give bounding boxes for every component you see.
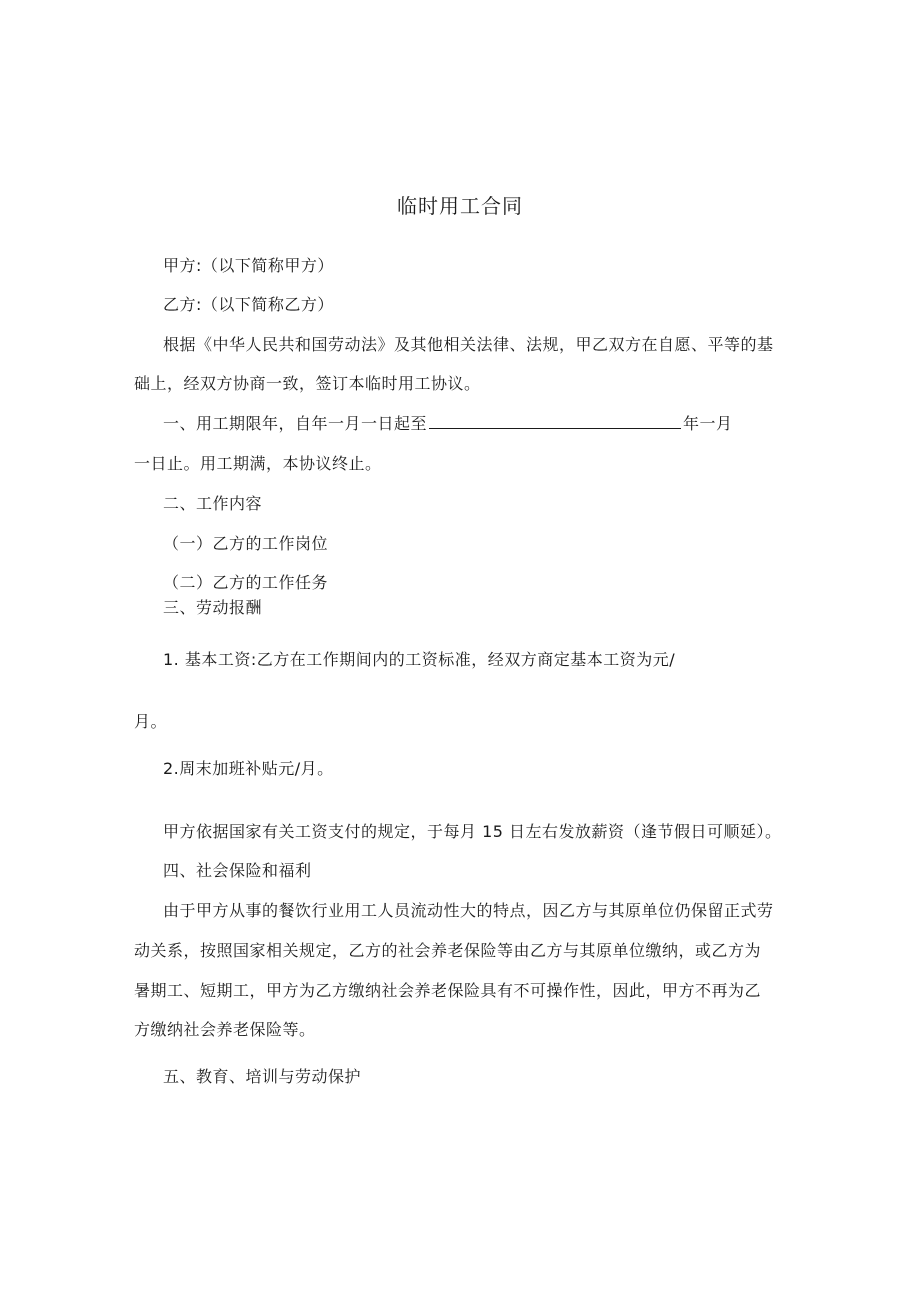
section4-line-1: 由于甲方从事的餐饮行业用工人员流动性大的特点，因乙方与其原单位仍保留正式劳 [163, 901, 774, 920]
section3-item-1-line-1: 1. 基本工资:乙方在工作期间内的工资标准，经双方商定基本工资为元/ [163, 650, 676, 669]
intro-line-2: 础上，经双方协商一致，签订本临时用工协议。 [134, 374, 481, 393]
section3-item-1-line-2: 月。 [134, 712, 168, 731]
section3-item-2: 2.周末加班补贴元/月。 [163, 759, 334, 778]
section5-heading: 五、教育、培训与劳动保护 [163, 1067, 362, 1086]
section2-item-2: （二）乙方的工作任务 [163, 573, 329, 592]
section1-line-2: 一日止。用工期满，本协议终止。 [134, 454, 382, 473]
section4-heading: 四、社会保险和福利 [163, 861, 312, 880]
section1-text-before-blank: 一、用工期限年，自年一月一日起至 [163, 414, 428, 433]
section2-item-1: （一）乙方的工作岗位 [163, 534, 329, 553]
party-a-line: 甲方:（以下简称甲方） [163, 256, 334, 275]
pay-rule-line: 甲方依据国家有关工资支付的规定，于每月 15 日左右发放薪资（逢节假日可顺延）。 [163, 822, 782, 841]
section1-text-after-blank: 年一月 [683, 414, 733, 433]
section3-heading: 三、劳动报酬 [163, 598, 263, 617]
section4-line-2: 动关系，按照国家相关规定，乙方的社会养老保险等由乙方与其原单位缴纳，或乙方为 [134, 941, 762, 960]
section4-line-3: 暑期工、短期工，甲方为乙方缴纳社会养老保险具有不可操作性，因此，甲方不再为乙 [134, 981, 762, 1000]
section4-line-4: 方缴纳社会养老保险等。 [134, 1020, 316, 1039]
section1-line-1 [163, 414, 733, 434]
intro-line-1: 根据《中华人民共和国劳动法》及其他相关法律、法规，甲乙双方在自愿、平等的基 [163, 335, 774, 354]
end-date-blank[interactable] [429, 414, 681, 429]
section2-heading: 二、工作内容 [163, 494, 263, 513]
party-b-line: 乙方:（以下简称乙方） [163, 295, 334, 314]
document-title: 临时用工合同 [397, 194, 523, 218]
